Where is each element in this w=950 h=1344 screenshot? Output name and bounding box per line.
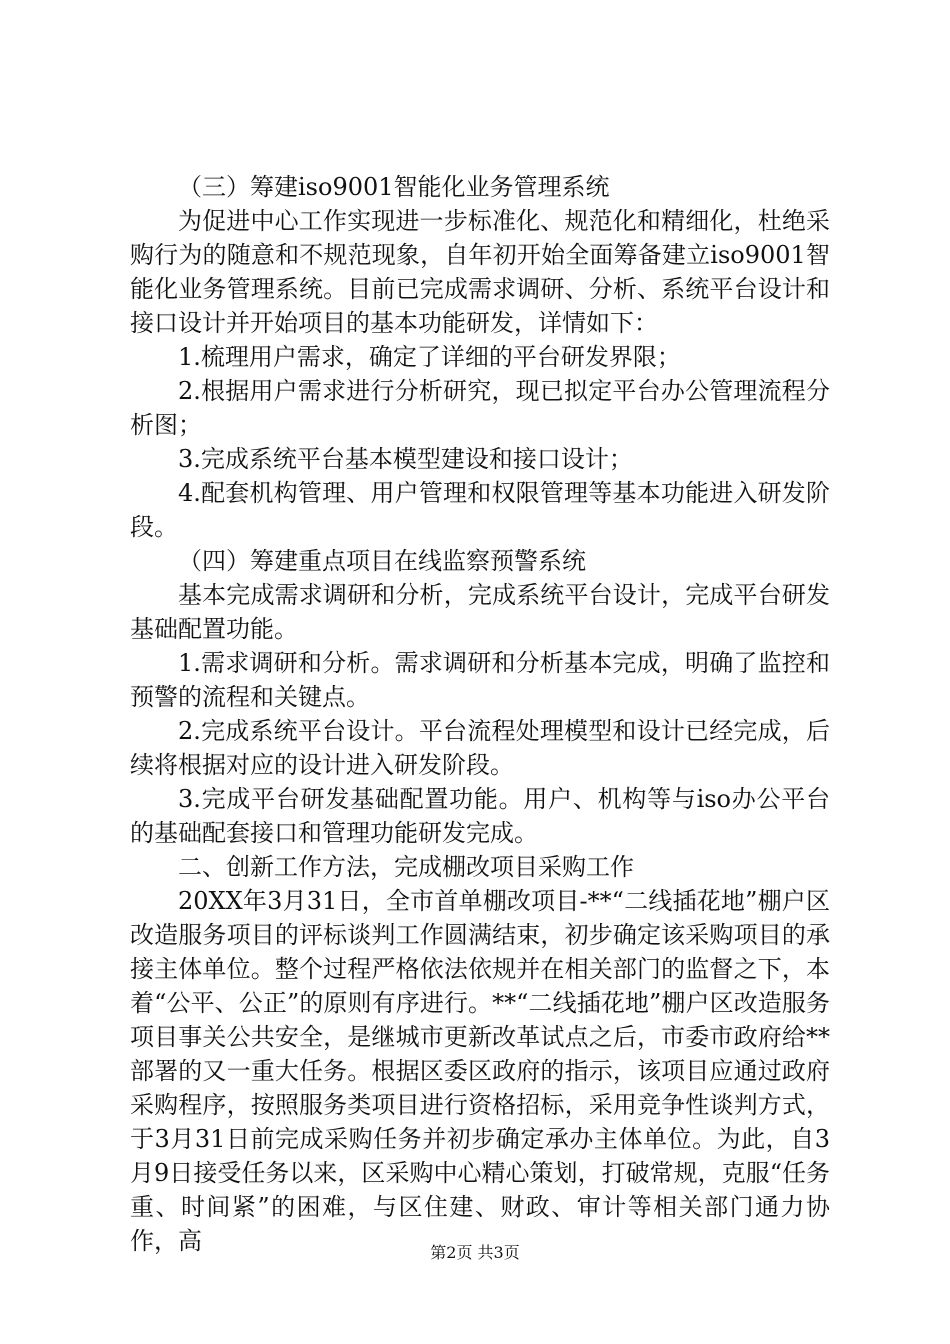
section-heading-3: （三）筹建iso9001智能化业务管理系统 xyxy=(178,173,610,201)
list-item: 1.需求调研和分析。需求调研和分析基本完成，明确了监控和预警的流程和关键点。 xyxy=(130,649,830,711)
paragraph: 为促进中心工作实现进一步标准化、规范化和精细化，杜绝采购行为的随意和不规范现象，自年初开始全面筹备建立iso9001智能化业务管理系统。目前已完成需求调研、分析、系统平台设计和接口设计并开始项目的基本功能研发，详情如下： xyxy=(130,207,830,337)
paragraph: 20XX年3月31日，全市首单棚改项目-**“二线插花地”棚户区改造服务项目的评标谈判工作圆满结束，初步确定该采购项目的承接主体单位。整个过程严格依法依规并在相关部门的监督之下，本着“公平、公正”的原则有序进行。**“二线插花地”棚户区改造服务项目事关公共安全，是继城市更新改革试点之后，市委市政府给**部署的又一重大任务。根据区委区政府的指示，该项目应通过政府采购程序，按照服务类项目进行资格招标，采用竞争性谈判方式，于3月31日前完成采购任务并初步确定承办主体单位。为此，自3月9日接受任务以来，区采购中心精心策划，打破常规，克服“任务重、时间紧”的困难，与区住建、财政、审计等相关部门通力协作，高 xyxy=(130,887,830,1255)
section-heading-2: 二、创新工作方法，完成棚改项目采购工作 xyxy=(178,853,634,881)
list-item: 2.完成系统平台设计。平台流程处理模型和设计已经完成，后续将根据对应的设计进入研发阶段。 xyxy=(130,717,830,779)
paragraph: 基本完成需求调研和分析，完成系统平台设计，完成平台研发基础配置功能。 xyxy=(130,581,830,643)
document-body xyxy=(130,170,830,1258)
section-heading-4: （四）筹建重点项目在线监察预警系统 xyxy=(178,547,586,575)
list-item: 3.完成系统平台基本模型建设和接口设计； xyxy=(178,445,633,473)
list-item: 3.完成平台研发基础配置功能。用户、机构等与iso办公平台的基础配套接口和管理功能研发完成。 xyxy=(130,785,830,847)
page-footer: 第2页 共3页 xyxy=(430,1243,520,1262)
list-item: 1.梳理用户需求，确定了详细的平台研发界限； xyxy=(178,343,681,371)
list-item: 4.配套机构管理、用户管理和权限管理等基本功能进入研发阶段。 xyxy=(130,479,830,541)
list-item: 2.根据用户需求进行分析研究，现已拟定平台办公管理流程分析图； xyxy=(130,377,830,439)
